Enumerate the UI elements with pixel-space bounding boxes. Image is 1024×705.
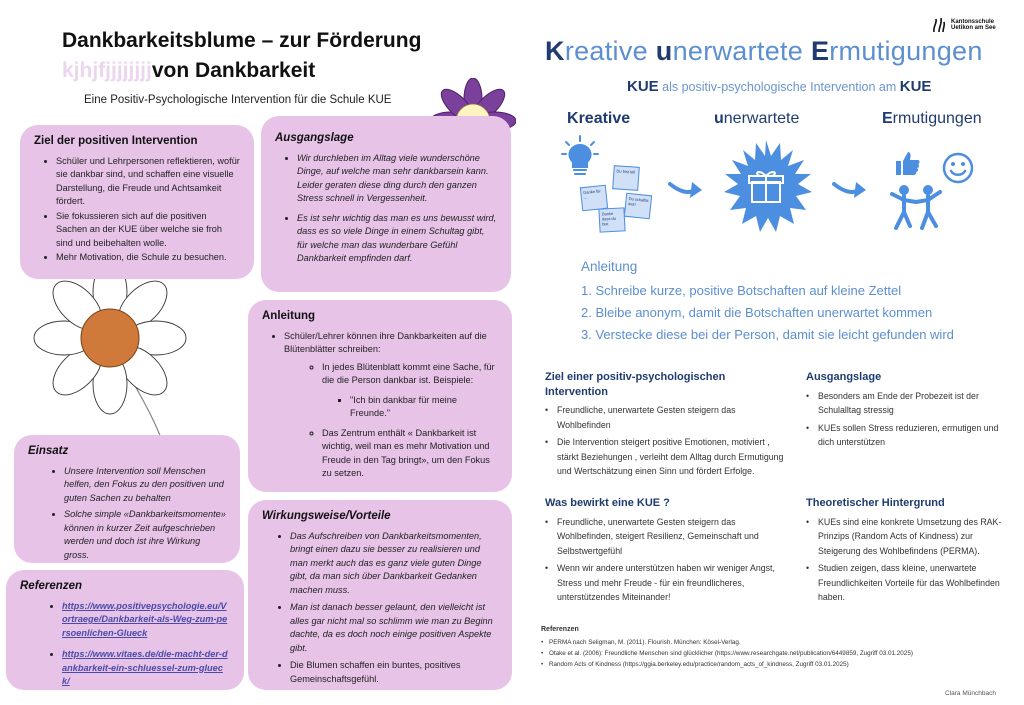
smiley-icon — [942, 152, 974, 184]
list-item: • Mehr Motivation, die Schule zu besuchen. — [56, 251, 240, 265]
school-logo — [931, 16, 996, 34]
list-item: • Studien zeigen, dass kleine, unerwartete Freundlichkeiten Vorteile für das Wohlbefinden haben. — [818, 561, 1006, 605]
right-bewirkt-heading: Was bewirkt eine KUE ? — [545, 497, 670, 509]
list-item: • Random Acts of Kindness (https://ggia.berkeley.edu/practice/random_acts_of_kindness, Zugriff 03.01.2025) — [541, 659, 913, 670]
right-anleitung — [581, 256, 954, 346]
author-name: Clara Münchbach — [945, 690, 996, 697]
reference-link[interactable]: https://www.vitaes.de/die-macht-der-dankbarkeit-ein-schluessel-zum-glueck/ — [62, 649, 228, 686]
left-title-line1: Dankbarkeitsblume – zur Förderung — [62, 29, 422, 52]
right-ziel-section — [545, 370, 790, 479]
list-item: • KUEs sind eine konkrete Umsetzung des RAK-Prinzips (Random Acts of Kindness) zur Steigerung des Wohlbefindens (PERMA). — [818, 515, 1006, 559]
right-poster-title: Kreative unerwartete Ermutigungen — [545, 36, 983, 66]
column-head-kreative: Kreative — [567, 110, 631, 127]
list-item: • Schüler/Lehrer können ihre Dankbarkeiten auf die Blütenblätter schreiben: ◦ In jedes Blütenblatt kommt eine Sache, für die die Person dankbar ist. Beispiele: ▪ "Ich bin dankbar für meine Freunde." ◦ Das Zentrum enthält « Dankbarkeit ist wichtig, weil man es mehr Motivation und Freude in den Tag bringt», um den Fokus zu setzen. — [284, 330, 498, 481]
right-referenzen-heading: Referenzen — [541, 626, 579, 633]
list-item: • Freundliche, unerwartete Gesten steigern das Wohlbefinden — [557, 403, 790, 432]
thumbs-up-icon — [892, 148, 922, 178]
gift-burst-icon — [718, 138, 814, 234]
right-anleitung-heading: Anleitung — [581, 259, 638, 274]
list-item: • KUEs sollen Stress reduzieren, ermutigen und dich unterstützen — [818, 421, 1006, 450]
sticky-note: Danke für ... — [580, 185, 608, 212]
sticky-note: Danke dass du bist — [598, 207, 625, 232]
sticky-notes — [575, 162, 665, 234]
referenzen-box — [6, 570, 244, 690]
wirkungsweise-box — [248, 500, 512, 690]
anleitung-list — [262, 330, 498, 481]
list-item: • Freundliche, unerwartete Gesten steigern das Wohlbefinden, steigert Resilienz, Gemeinschaft und Selbstwertgefühl — [557, 515, 790, 559]
right-hintergrund-section — [806, 496, 1006, 605]
list-item: • Sie fokussieren sich auf die positiven Sachen an der KUE über welche sie froh sind und beibehalten wolle. — [56, 210, 240, 251]
right-hintergrund-list — [806, 515, 1006, 605]
list-item: • Es ist sehr wichtig das man es uns bewusst wird, dass es so viele Dinge in einem Schultag gibt, für welche man das wunderbare Gefühl Dankbarkeit empfinden darf. — [297, 212, 497, 266]
right-ausgangslage-section — [806, 370, 1006, 450]
ziel-heading: Ziel der positiven Intervention — [34, 135, 198, 147]
referenzen-list — [20, 600, 230, 689]
people-celebrating-icon — [886, 182, 946, 232]
einsatz-list — [28, 465, 226, 563]
list-item: • PERMA nach Seligman, M. (2011). Flourish. München: Kösel-Verlag. — [541, 637, 913, 648]
reference-link[interactable]: https://www.positivepsychologie.eu/Vortraege/Dankbarkeit-als-Weg-zum-persoenlichen-Glueck — [62, 600, 228, 638]
white-flower-icon — [25, 258, 225, 458]
logo-line2: Uetikon am See — [951, 25, 996, 31]
list-item: ◦ Das Zentrum enthält « Dankbarkeit ist wichtig, weil man es mehr Motivation und Freude in den Tag bringt», um den Fokus zu setzen. — [322, 427, 498, 481]
right-ziel-list — [545, 403, 790, 479]
right-ausgangslage-list — [806, 389, 1006, 450]
ziel-box — [20, 125, 254, 279]
list-item: • Die Intervention steigert positive Emotionen, motiviert , stärkt Beziehungen , verleiht dem Alltag durch Ermutigung und Wertschätzung einen Sinn und fördert Erfolge. — [557, 435, 790, 479]
wirkungsweise-list — [262, 530, 498, 687]
arrow-right-icon — [832, 176, 868, 202]
anleitung-step: 2. Bleibe anonym, damit die Botschaften unerwartet kommen — [581, 305, 933, 320]
anleitung-box — [248, 300, 512, 492]
list-item: • Die Blumen schaffen ein buntes, positives Gemeinschaftsgefühl. — [290, 659, 498, 686]
list-item: • Besonders am Ende der Probezeit ist der Schulalltag stressig — [818, 389, 1006, 418]
wirkungsweise-heading: Wirkungsweise/Vorteile — [262, 510, 391, 522]
arrow-right-icon — [668, 176, 704, 202]
school-crest-icon — [931, 16, 947, 34]
list-item: • Solche simple «Dankbarkeitsmomente» können in kurzer Zeit aufgeschrieben werden und doch ist ihre Wirkung gross. — [64, 508, 226, 562]
anleitung-heading: Anleitung — [262, 310, 316, 322]
list-item — [62, 648, 230, 689]
einsatz-box — [14, 435, 240, 563]
anleitung-subsublist — [322, 394, 498, 421]
right-referenzen — [541, 624, 913, 670]
left-poster-title — [62, 26, 421, 86]
right-hintergrund-heading: Theoretischer Hintergrund — [806, 497, 945, 509]
anleitung-step: 3. Verstecke diese bei der Person, damit sie leicht gefunden wird — [581, 327, 954, 342]
left-title-line2: kjhjfjjjjjjjjvon Dankbarkeit — [62, 59, 316, 82]
einsatz-heading: Einsatz — [28, 445, 69, 457]
ausgangslage-heading: Ausgangslage — [275, 132, 354, 144]
referenzen-heading: Referenzen — [20, 580, 82, 592]
list-item: • Man ist danach besser gelaunt, den vielleicht ist alles gar nicht mal so schlimm wie man zu Beginn dachte, da es doch noch einige positiven Aspekte gibt. — [290, 601, 498, 655]
anleitung-step: 1. Schreibe kurze, positive Botschaften auf kleine Zettel — [581, 283, 902, 298]
column-head-ermutigungen: Ermutigungen — [882, 110, 982, 127]
list-item: • Wenn wir andere unterstützen haben wir weniger Angst, Stress und mehr Freude - für ein freundlicheres, unterstützendes Miteinander! — [557, 561, 790, 605]
left-poster-subtitle: Eine Positiv-Psychologische Intervention für die Schule KUE — [84, 94, 392, 106]
right-referenzen-list — [541, 637, 913, 670]
list-item: • Unsere Intervention soll Menschen helfen, den Fokus zu den positiven und guten Sachen zu behalten — [64, 465, 226, 506]
list-item: ◦ In jedes Blütenblatt kommt eine Sache, für die die Person dankbar ist. Beispiele: ▪ "Ich bin dankbar für meine Freunde." — [322, 361, 498, 421]
list-item: • Wir durchleben im Alltag viele wunderschöne Dinge, auf welche man sehr dankbarsein kann. Leider geraten diese ding durch den ganzen Stress schnell in Vergessenheit. — [297, 152, 497, 206]
right-bewirkt-list — [545, 515, 790, 605]
list-item: ▪ "Ich bin dankbar für meine Freunde." — [350, 394, 498, 421]
right-ziel-heading: Ziel einer positiv-psychologischen Intervention — [545, 371, 726, 398]
sticky-note: Du bist toll — [612, 165, 640, 191]
list-item: • Das Aufschreiben von Dankbarkeitsmomenten, bringt einen dazu sie besser zu realisieren und man merkt auch das es ganz viele guten Dinge gibt, da man sich über Dankbarkeit Gedanken machen muss. — [290, 530, 498, 598]
right-bewirkt-section — [545, 496, 790, 605]
ausgangslage-list — [275, 152, 497, 266]
list-item — [62, 600, 230, 641]
column-head-unerwartete: unerwartete — [714, 110, 800, 127]
ausgangslage-box — [261, 116, 511, 292]
right-ausgangslage-heading: Ausgangslage — [806, 371, 882, 383]
ghost-text: kjhjfjjjjjjjj — [62, 59, 152, 82]
anleitung-sublist — [284, 361, 498, 481]
list-item: • Schüler und Lehrpersonen reflektieren, wofür sie dankbar sind, und schaffen eine visuelle Darstellung, die Freude und Achtsamkeit fördert. — [56, 155, 240, 209]
list-item: • Otake et al. (2006): Freundliche Menschen sind glücklicher (https://www.researchgate.net/publication/6449859, Zugriff 03.01.2025) — [541, 648, 913, 659]
sticky-note: Du schaffst das! — [624, 193, 652, 220]
ziel-list — [34, 155, 240, 265]
right-poster-subtitle: KUE als positiv-psychologische Intervention am KUE — [627, 78, 932, 95]
logo-line1: Kantonsschule — [951, 18, 995, 25]
